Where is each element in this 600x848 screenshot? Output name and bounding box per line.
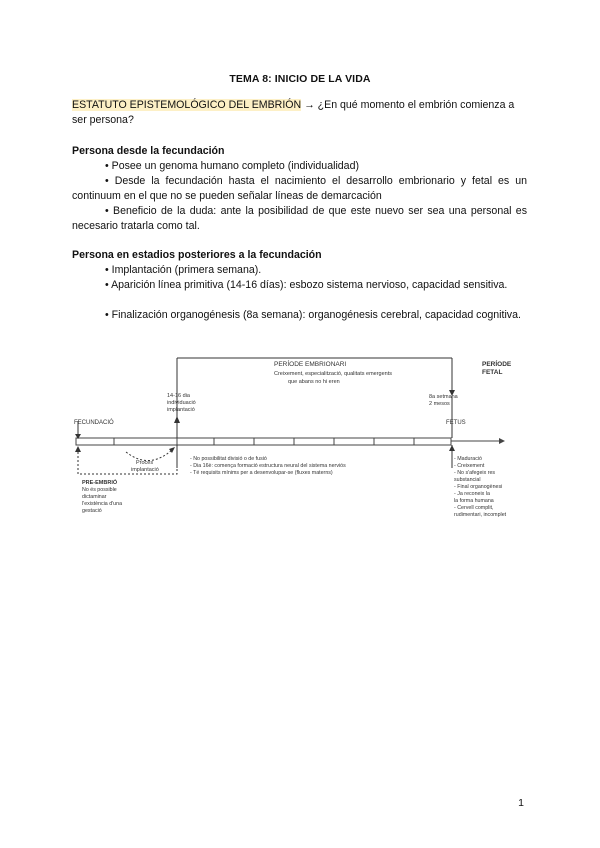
- fetal-note: rudimentari, incomplet: [454, 512, 507, 518]
- mid-note: - No possibilitat divisió o de fusió: [190, 456, 267, 462]
- section2-item: • Finalización organogénesis (8a semana): organogénesis cerebral, capacidad cognitiva.: [105, 309, 521, 321]
- section1-heading: Persona desde la fecundación: [72, 145, 225, 157]
- fetal-note: substancial: [454, 477, 481, 483]
- page-title: TEMA 8: INICIO DE LA VIDA: [229, 73, 371, 85]
- setmana-label: 8a setmana: [429, 394, 458, 400]
- arrow-up-icon: [174, 416, 180, 423]
- arrow-up-icon: [75, 446, 81, 452]
- fetus-label: FETUS: [446, 420, 466, 426]
- pre-embrio-bracket: [78, 452, 177, 474]
- dia14-label: 14-16 dia: [167, 393, 190, 399]
- page-number: 1: [518, 797, 524, 809]
- fetal-note: - Final organogènesi: [454, 484, 503, 490]
- fetal-note: - No s'afegeix res: [454, 470, 496, 476]
- timeline-bar: [76, 438, 451, 445]
- section2-item: • Implantación (primera semana).: [105, 264, 262, 276]
- highlighted-term: ESTATUTO EPISTEMOLÓGICO DEL EMBRIÓN: [72, 99, 302, 111]
- periode-fetal-label: FETAL: [482, 369, 503, 376]
- setmana-label: 2 mesos: [429, 401, 450, 407]
- fetal-note: - Cervell complit,: [454, 505, 494, 511]
- periode-fetal-label: PERÍODE: [482, 361, 512, 368]
- dia14-label: implantació: [167, 407, 195, 413]
- fetal-note: - Ja reconeix la: [454, 491, 490, 497]
- timeline-ticks: [114, 438, 414, 445]
- section1-item: • Posee un genoma humano completo (individualidad): [105, 160, 359, 172]
- preembrio-note: PRE-EMBRIÓ: [82, 480, 118, 486]
- proces-label: implantació: [131, 467, 159, 473]
- proces-label: Procés: [136, 460, 154, 466]
- embrionari-note: que abans no hi eren: [288, 379, 340, 385]
- arrow-right-icon: [499, 438, 505, 444]
- fecundacio-label: FECUNDACIÓ: [74, 420, 114, 426]
- intro-question: → ¿En qué momento el embrión comienza a ser persona?: [72, 99, 515, 126]
- section1-item: • Beneficio de la duda: ante la posibilidad de que este nuevo ser sea una personal es necesario tratarla como tal.: [72, 205, 527, 232]
- preembrio-note: dictaminar: [82, 494, 107, 500]
- implantation-curve: [126, 450, 172, 461]
- mid-note: - Té requisits mínims per a desenvolupar-se (fluxes materns): [190, 470, 333, 476]
- development-timeline-diagram: [74, 352, 534, 527]
- arrow-up-icon: [449, 445, 455, 451]
- section2-item: • Aparición línea primitiva (14-16 días): esbozo sistema nervioso, capacidad sensitiva.: [105, 279, 508, 291]
- preembrio-note: gestació: [82, 508, 102, 514]
- fetal-note: la forma humana: [454, 498, 494, 504]
- arrow-right-icon: [169, 447, 175, 453]
- intro-paragraph: [72, 98, 527, 128]
- embrionari-note: Creixement, especialització, qualitats emergents: [274, 371, 393, 377]
- periode-embrionari-label: PERÍODE EMBRIONARI: [274, 361, 347, 368]
- fetal-note: - Creixement: [454, 463, 485, 469]
- mid-note: - Dia 16è: comença formació estructura neural del sistema nerviós: [190, 463, 346, 469]
- preembrio-note: l'existència d'una: [82, 501, 123, 507]
- preembrio-note: No és possible: [82, 487, 117, 493]
- section1-item: • Desde la fecundación hasta el nacimiento el desarrollo embrionario y fetal es un continuum en el que no se pueden señalar líneas de demarcación: [72, 175, 527, 202]
- section2-heading: Persona en estadios posteriores a la fecundación: [72, 249, 322, 261]
- dia14-label: individuació: [167, 400, 196, 406]
- fetal-note: - Maduració: [454, 456, 482, 462]
